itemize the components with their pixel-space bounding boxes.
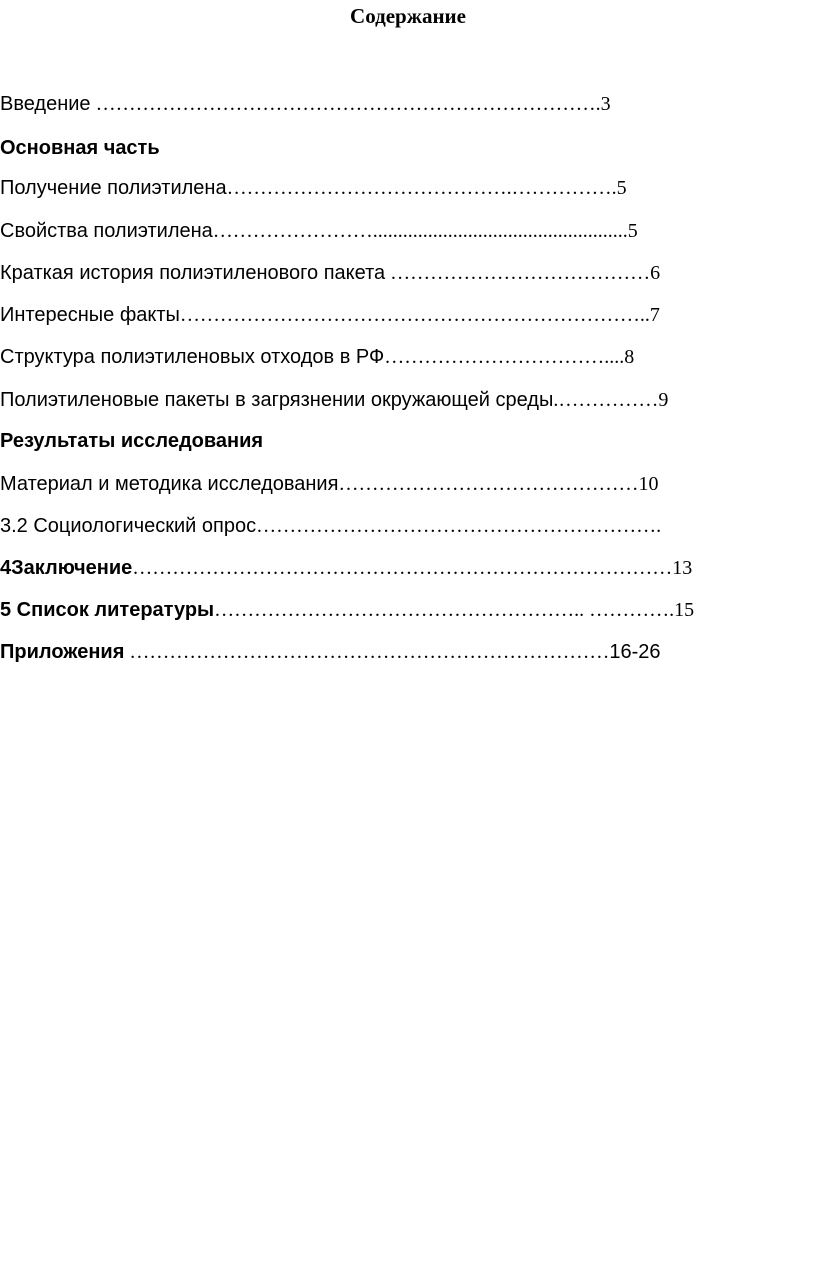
toc-entry-bag-history [0,261,660,285]
entry-text: Краткая история полиэтиленового пакета [0,262,386,284]
toc-entry-introduction [0,92,611,116]
toc-entry-waste-structure [0,345,634,369]
dot-leader: ………………………………… [385,262,651,284]
toc-section-main-part [0,136,160,160]
page-number: 5 [616,177,627,199]
page-title: Содержание [350,4,466,28]
section-heading: Результаты исследования [0,430,264,452]
entry-text: 3.2 Социологический опрос [0,515,257,537]
page-number: .15 [669,599,695,621]
entry-text: 4Заключение [0,557,133,579]
toc-entry-obtaining-polyethylene [0,176,627,200]
page-number: 3 [600,93,611,115]
entry-text: Интересные факты [0,304,180,326]
entry-text: Введение [0,93,91,115]
toc-entry-conclusion [0,556,692,580]
page-number: 5 [627,220,638,242]
dot-leader: ……………………………………………………. [256,515,662,537]
toc-entry-sociological-survey [0,514,661,538]
page-number: 6 [650,262,661,284]
entry-text: Структура полиэтиленовых отходов в РФ [0,346,385,368]
dot-leader: …………………………………………………………………. [90,93,601,115]
toc-entry-properties-polyethylene [0,219,638,243]
dot-leader: …………………………………….……………. [226,177,617,199]
page-number: 16-26 [609,641,661,663]
dot-leader: …………………………….... [384,346,625,368]
toc-entry-bags-pollution [0,388,668,412]
toc-entry-material-methods [0,472,658,496]
dot-leader: ……………………………………………………………………… [132,557,673,579]
toc-entry-interesting-facts [0,303,660,327]
toc-section-research-results [0,429,263,453]
dot-leader: ……………………………………………….. ………… [214,599,670,621]
entry-text: Приложения [0,641,125,663]
entry-text: 5 Список литературы [0,599,215,621]
page-number: 8 [624,346,635,368]
page-number: 7 [649,304,660,326]
dot-leader: …………………………………………………………….. [179,304,650,326]
toc-entry-references [0,598,694,622]
page-number: 9 [658,389,669,411]
section-heading: Основная часть [0,137,160,159]
dot-leader: ……………………................................................... [212,220,628,242]
page-number: 10 [638,473,659,495]
dot-leader: ……………………………………… [338,473,639,495]
page-number: 13 [672,557,693,579]
dot-leader: ……………………………………………………………… [124,641,610,663]
entry-text: Свойства полиэтилена [0,220,213,242]
entry-text: Полиэтиленовые пакеты в загрязнении окружающей среды [0,389,554,411]
entry-text: Получение полиэтилена [0,177,227,199]
dot-leader: .…………… [553,389,659,411]
toc-entry-appendices [0,640,661,664]
entry-text: Материал и методика исследования [0,473,339,495]
